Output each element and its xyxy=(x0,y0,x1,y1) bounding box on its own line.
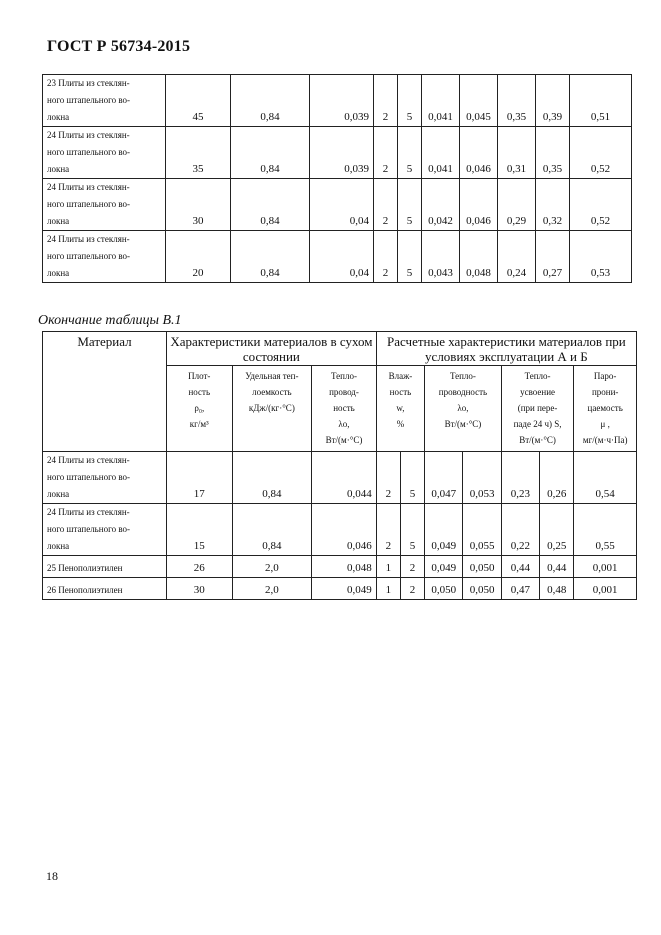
table-caption: Окончание таблицы В.1 xyxy=(38,313,182,328)
cell-density: 17 xyxy=(167,452,233,504)
cell-moisture-b: 2 xyxy=(400,556,424,578)
cell-lambda-dry: 0,039 xyxy=(310,127,374,179)
cell-absorption-a: 0,29 xyxy=(498,179,536,231)
cell-permeability: 0,001 xyxy=(574,556,637,578)
material-line: локна xyxy=(47,541,70,551)
cell-lambda-dry: 0,049 xyxy=(312,578,377,600)
material-line: локна xyxy=(47,164,70,174)
cell-density: 30 xyxy=(166,179,231,231)
cell-conductivity-a: 0,042 xyxy=(422,179,460,231)
cell-moisture-a: 2 xyxy=(374,127,398,179)
cell-conductivity-b: 0,053 xyxy=(463,452,501,504)
cell-material xyxy=(43,75,166,127)
cell-density: 15 xyxy=(167,504,233,556)
cell-absorption-a: 0,23 xyxy=(501,452,539,504)
material-line: 24 Плиты из стеклян- xyxy=(47,455,130,465)
material-line: ного штапельного во- xyxy=(47,251,131,261)
table-row xyxy=(43,556,637,578)
cell-moisture-b: 5 xyxy=(398,75,422,127)
cell-lambda-dry: 0,04 xyxy=(310,179,374,231)
cell-material xyxy=(43,556,167,578)
material-line: 24 Плиты из стеклян- xyxy=(47,130,130,140)
table-row xyxy=(43,578,637,600)
cell-heat-capacity: 0,84 xyxy=(232,504,312,556)
material-line: ного штапельного во- xyxy=(47,95,131,105)
cell-conductivity-a: 0,043 xyxy=(422,231,460,283)
cell-heat-capacity: 0,84 xyxy=(231,127,310,179)
header-density: Плот- ность ρ₀, кг/м³ xyxy=(167,366,233,452)
page-number: 18 xyxy=(46,869,58,883)
cell-conductivity-b: 0,050 xyxy=(463,578,501,600)
cell-moisture-a: 2 xyxy=(374,231,398,283)
cell-permeability: 0,001 xyxy=(574,578,637,600)
cell-absorption-a: 0,35 xyxy=(498,75,536,127)
cell-moisture-b: 2 xyxy=(400,578,424,600)
cell-absorption-b: 0,25 xyxy=(540,504,574,556)
cell-heat-capacity: 0,84 xyxy=(231,179,310,231)
cell-heat-capacity: 0,84 xyxy=(231,75,310,127)
table-row xyxy=(43,452,637,504)
cell-permeability: 0,53 xyxy=(570,231,632,283)
cell-density: 35 xyxy=(166,127,231,179)
cell-absorption-a: 0,24 xyxy=(498,231,536,283)
cell-material xyxy=(43,578,167,600)
cell-moisture-b: 5 xyxy=(400,504,424,556)
cell-conductivity-a: 0,041 xyxy=(422,75,460,127)
cell-moisture-a: 2 xyxy=(376,504,400,556)
table-continuation-top xyxy=(42,74,632,283)
cell-permeability: 0,54 xyxy=(574,452,637,504)
cell-heat-capacity: 2,0 xyxy=(232,578,312,600)
cell-lambda-dry: 0,04 xyxy=(310,231,374,283)
cell-absorption-b: 0,39 xyxy=(536,75,570,127)
material-line: локна xyxy=(47,489,70,499)
cell-heat-capacity: 0,84 xyxy=(232,452,312,504)
material-line: локна xyxy=(47,112,70,122)
cell-permeability: 0,51 xyxy=(570,75,632,127)
header-moisture: Влаж- ность w, % xyxy=(376,366,424,452)
cell-density: 20 xyxy=(166,231,231,283)
cell-conductivity-b: 0,046 xyxy=(460,127,498,179)
cell-material xyxy=(43,504,167,556)
header-operating-conditions: Расчетные характеристики материалов при условиях эксплуатации А и Б xyxy=(376,332,636,366)
material-line: 26 Пенополиэтилен xyxy=(47,585,123,595)
cell-material xyxy=(43,231,166,283)
material-line: ного штапельного во- xyxy=(47,472,131,482)
header-thermal-conductivity: Тепло- проводность λо, Вт/(м·°С) xyxy=(425,366,502,452)
material-line: 24 Плиты из стеклян- xyxy=(47,182,130,192)
cell-density: 26 xyxy=(167,556,233,578)
cell-lambda-dry: 0,044 xyxy=(312,452,377,504)
cell-moisture-b: 5 xyxy=(398,179,422,231)
cell-absorption-a: 0,44 xyxy=(501,556,539,578)
cell-moisture-a: 2 xyxy=(374,179,398,231)
table-row xyxy=(43,231,632,283)
header-dry-state: Характеристики материалов в сухом состоянии xyxy=(167,332,377,366)
cell-moisture-a: 2 xyxy=(374,75,398,127)
cell-heat-capacity: 2,0 xyxy=(232,556,312,578)
cell-lambda-dry: 0,046 xyxy=(312,504,377,556)
material-line: ного штапельного во- xyxy=(47,199,131,209)
cell-absorption-a: 0,22 xyxy=(501,504,539,556)
cell-absorption-b: 0,44 xyxy=(540,556,574,578)
cell-absorption-b: 0,35 xyxy=(536,127,570,179)
cell-moisture-a: 2 xyxy=(376,452,400,504)
cell-conductivity-a: 0,047 xyxy=(425,452,463,504)
material-line: 25 Пенополиэтилен xyxy=(47,563,123,573)
material-line: 24 Плиты из стеклян- xyxy=(47,234,130,244)
material-line: ного штапельного во- xyxy=(47,147,131,157)
cell-permeability: 0,52 xyxy=(570,179,632,231)
cell-permeability: 0,52 xyxy=(570,127,632,179)
cell-absorption-a: 0,31 xyxy=(498,127,536,179)
cell-conductivity-a: 0,049 xyxy=(425,556,463,578)
cell-heat-capacity: 0,84 xyxy=(231,231,310,283)
header-material: Материал xyxy=(43,332,167,452)
header-heat-absorption: Тепло- усвоение (при пере- паде 24 ч) S, Вт/(м·°С) xyxy=(501,366,574,452)
table-end xyxy=(42,331,637,600)
table-row xyxy=(43,127,632,179)
material-line: локна xyxy=(47,216,70,226)
cell-moisture-b: 5 xyxy=(400,452,424,504)
cell-conductivity-b: 0,050 xyxy=(463,556,501,578)
cell-moisture-a: 1 xyxy=(376,578,400,600)
material-line: локна xyxy=(47,268,70,278)
material-line: 23 Плиты из стеклян- xyxy=(47,78,130,88)
cell-conductivity-b: 0,045 xyxy=(460,75,498,127)
cell-lambda-dry: 0,048 xyxy=(312,556,377,578)
cell-conductivity-a: 0,050 xyxy=(425,578,463,600)
cell-moisture-b: 5 xyxy=(398,127,422,179)
cell-absorption-b: 0,26 xyxy=(540,452,574,504)
document-header: ГОСТ Р 56734-2015 xyxy=(47,38,191,55)
cell-density: 30 xyxy=(167,578,233,600)
cell-conductivity-b: 0,048 xyxy=(460,231,498,283)
cell-absorption-b: 0,27 xyxy=(536,231,570,283)
header-heat-capacity: Удельная теп- лоемкость кДж/(кг·°С) xyxy=(232,366,312,452)
cell-moisture-a: 1 xyxy=(376,556,400,578)
cell-conductivity-b: 0,055 xyxy=(463,504,501,556)
cell-absorption-a: 0,47 xyxy=(501,578,539,600)
cell-absorption-b: 0,48 xyxy=(540,578,574,600)
cell-absorption-b: 0,32 xyxy=(536,179,570,231)
material-line: 24 Плиты из стеклян- xyxy=(47,507,130,517)
material-line: ного штапельного во- xyxy=(47,524,131,534)
cell-conductivity-a: 0,041 xyxy=(422,127,460,179)
cell-material xyxy=(43,127,166,179)
cell-material xyxy=(43,179,166,231)
cell-material xyxy=(43,452,167,504)
cell-density: 45 xyxy=(166,75,231,127)
table-row xyxy=(43,179,632,231)
header-vapor-permeability: Паро- прони- цаемость μ , мг/(м·ч·Па) xyxy=(574,366,637,452)
cell-moisture-b: 5 xyxy=(398,231,422,283)
table-row xyxy=(43,504,637,556)
cell-lambda-dry: 0,039 xyxy=(310,75,374,127)
table-row xyxy=(43,75,632,127)
header-thermal-conductivity-dry: Тепло- провод- ность λо, Вт/(м·°С) xyxy=(312,366,377,452)
cell-permeability: 0,55 xyxy=(574,504,637,556)
cell-conductivity-a: 0,049 xyxy=(425,504,463,556)
cell-conductivity-b: 0,046 xyxy=(460,179,498,231)
